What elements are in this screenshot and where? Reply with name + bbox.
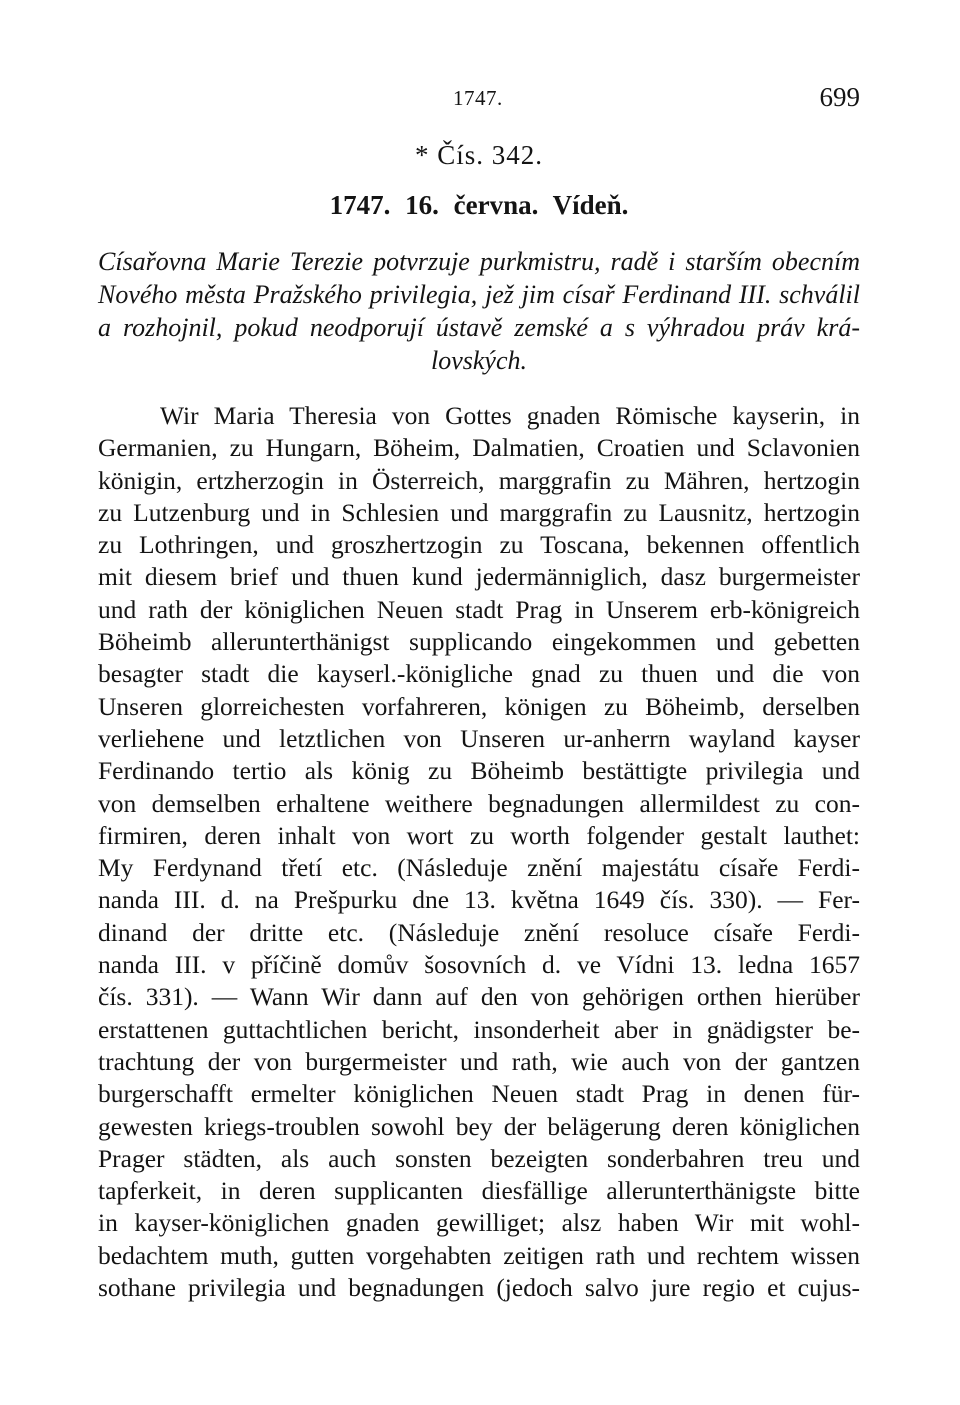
body-line: bedachtem muth, gutten vorgehabten zeitigen rath und rechtem wissen: [98, 1240, 860, 1270]
body-line: königin, ertzherzogin in Österreich, marggrafin zu Mähren, hertzogin: [98, 465, 860, 495]
body-line: trachtung der von burgermeister und rath, wie auch von der gantzen: [98, 1046, 860, 1076]
regest-line: lovských.: [430, 346, 527, 375]
running-year: 1747.: [453, 86, 503, 110]
body-line: besagter stadt die kayserl.-königliche gnad zu thuen und die von: [98, 659, 860, 689]
body-line: My Ferdynand třetí etc. (Následuje znění majestátu císaře Ferdi-: [98, 853, 860, 883]
regest-line: Nového města Pražského privilegia, jež jim císař Ferdinand III. schválil: [98, 280, 860, 309]
body-line: verliehene und letztlichen von Unseren ur-anherrn wayland kayser: [98, 723, 860, 753]
document-number: * Čís. 342.: [414, 140, 544, 170]
body-line: Germanien, zu Hungarn, Böheim, Dalmatien, Croatien und Sclavonien: [98, 433, 860, 463]
body-line: Prager städten, als auch sonsten bezeigten sonderbahren treu und: [98, 1143, 860, 1173]
body-line: gewesten kriegs-troublen sowohl bey der belägerung deren königlichen: [98, 1111, 860, 1141]
body-line: dinand der dritte etc. (Následuje znění resoluce císaře Ferdi-: [98, 917, 860, 947]
body-line: in kayser-königlichen gnaden gewilliget; alsz haben Wir mit wohl-: [98, 1208, 860, 1238]
body-line: Wir Maria Theresia von Gottes gnaden Römische kayserin, in: [160, 401, 860, 430]
body-line: nanda III. v příčině domův šosovních d. ve Vídni 13. ledna 1657: [98, 950, 860, 980]
body-line: čís. 331). — Wann Wir dann auf den von gehörigen orthen hierüber: [98, 982, 860, 1012]
body-line: firmiren, deren inhalt von wort zu worth folgender gestalt lauthet:: [98, 820, 860, 850]
body-line: zu Lothringen, und groszhertzogin zu Toscana, bekennen offentlich: [98, 530, 860, 560]
document-date: 1747. 16. června. Vídeň.: [329, 190, 629, 220]
body-line: nanda III. d. na Prešpurku dne 13. května 1649 čís. 330). — Fer-: [98, 885, 860, 915]
body-line: Unseren glorreichesten vorfahreren, königen zu Böheimb, derselben: [98, 691, 860, 721]
body-line: Böheimb allerunterthänigst supplicando eingekommen und gebetten: [98, 627, 860, 657]
body-line: mit diesem brief und thuen kund jedermänniglich, dasz burgermeister: [98, 562, 860, 592]
regest-line: Císařovna Marie Terezie potvrzuje purkmistru, radě i starším obecním: [98, 247, 860, 276]
body-line: zu Lutzenburg und in Schlesien und marggrafin zu Lausnitz, hertzogin: [98, 497, 860, 527]
page-number: 699: [819, 82, 860, 112]
regest-summary: [98, 245, 860, 377]
regest-line: a rozhojnil, pokud neodporují ústavě zemské a s výhradou práv krá-: [98, 313, 860, 342]
body-line: Ferdinando tertio als könig zu Böheimb bestättigte privilegia und: [98, 756, 860, 786]
running-head: [98, 82, 860, 118]
body-line: tapferkeit, in deren supplicanten diesfällige allerunterthänigste bitte: [98, 1176, 860, 1206]
body-line: und rath der königlichen Neuen stadt Prag in Unserem erb-königreich: [98, 594, 860, 624]
body-line: von demselben erhaltene weithere begnadungen allermildest zu con-: [98, 788, 860, 818]
body-line: burgerschafft ermelter königlichen Neuen stadt Prag in denen für-: [98, 1079, 860, 1109]
document-body: [98, 400, 860, 1304]
body-line: sothane privilegia und begnadungen (jedoch salvo jure regio et cujus-: [98, 1273, 860, 1303]
body-line: erstattenen guttachtlichen bericht, insonderheit aber in gnädigster be-: [98, 1014, 860, 1044]
